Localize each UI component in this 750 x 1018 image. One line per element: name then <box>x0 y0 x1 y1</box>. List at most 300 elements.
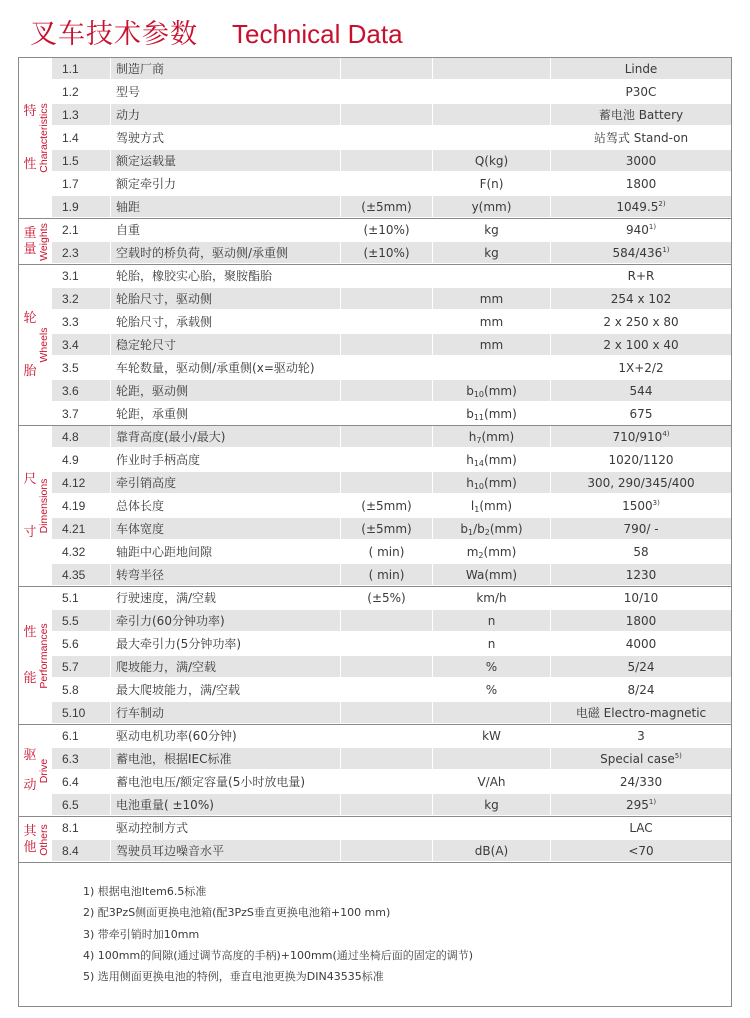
unit <box>432 127 550 149</box>
item-value <box>550 679 731 701</box>
item-value <box>550 380 731 402</box>
item-number: 1.4 <box>51 127 110 149</box>
item-number: 1.9 <box>51 196 110 218</box>
tolerance <box>340 380 432 402</box>
footnote-item: 3) 带牵引销时加10mm <box>83 927 200 941</box>
value-text: 电磁 Electro-magnetic <box>575 706 707 720</box>
section-divider <box>19 425 731 426</box>
tolerance <box>340 725 432 747</box>
tolerance: (±10%) <box>340 219 432 241</box>
item-description: 型号 <box>110 81 340 103</box>
tolerance <box>340 472 432 494</box>
unit <box>432 426 550 448</box>
section-label-cn: 其 <box>23 824 37 840</box>
value-text: <70 <box>628 844 654 858</box>
unit: % <box>432 656 550 678</box>
item-description: 轮胎尺寸，驱动侧 <box>110 288 340 310</box>
tolerance <box>340 288 432 310</box>
section-label-cn: 重 <box>23 226 37 242</box>
item-value <box>550 426 731 448</box>
unit-subscript: 11 <box>473 413 485 422</box>
tolerance <box>340 656 432 678</box>
item-number: 1.1 <box>51 58 110 80</box>
section-label-cn: 胎 <box>23 364 37 380</box>
item-description: 制造厂商 <box>110 58 340 80</box>
section-divider <box>19 724 731 725</box>
tolerance <box>340 311 432 333</box>
tolerance <box>340 173 432 195</box>
item-description: 牵引力(60分钟功率) <box>110 610 340 632</box>
tolerance: (±5mm) <box>340 196 432 218</box>
section-label-cn: 性 <box>23 625 37 640</box>
value-text: 2 x 250 x 80 <box>603 315 679 329</box>
item-number: 5.8 <box>51 679 110 701</box>
item-description: 牵引销高度 <box>110 472 340 494</box>
item-description: 总体长度 <box>110 495 340 517</box>
footnote-marker: 1) <box>662 246 670 254</box>
table-row <box>19 587 731 610</box>
item-description: 转弯半径 <box>110 564 340 586</box>
item-number: 2.3 <box>51 242 110 264</box>
title-chinese: 叉车技术参数 <box>30 19 198 50</box>
item-number: 1.5 <box>51 150 110 172</box>
section-others <box>19 817 51 863</box>
item-description: 行车制动 <box>110 702 340 724</box>
section-drive <box>19 725 51 817</box>
footnote-marker: 1) <box>648 798 657 806</box>
unit: n <box>432 633 550 655</box>
item-value <box>550 311 731 333</box>
section-divider <box>19 816 731 817</box>
value-text: 790/ - <box>623 522 659 536</box>
tolerance <box>340 334 432 356</box>
value-text: 1049.5 <box>616 200 659 214</box>
item-description: 稳定轮尺寸 <box>110 334 340 356</box>
unit-symbol: l <box>470 499 475 513</box>
value-text: P30C <box>625 85 657 99</box>
item-value <box>550 472 731 494</box>
item-description: 最大牵引力(5分钟功率) <box>110 633 340 655</box>
table-row <box>19 472 731 495</box>
unit <box>432 81 550 103</box>
table-row <box>19 219 731 242</box>
item-number: 2.1 <box>51 219 110 241</box>
item-value <box>550 541 731 563</box>
unit <box>432 748 550 770</box>
section-label-cn: 他 <box>23 839 37 855</box>
unit <box>432 817 550 839</box>
section-label-en <box>36 222 52 261</box>
section-divider <box>19 586 731 587</box>
item-description: 最大爬坡能力，满/空载 <box>110 679 340 701</box>
section-divider <box>19 264 731 265</box>
table-row <box>19 656 731 679</box>
table-row <box>19 58 731 81</box>
footnote-marker: 4) <box>662 430 670 438</box>
item-value <box>550 265 731 287</box>
tolerance: (±5mm) <box>340 495 432 517</box>
unit-subscript: 10 <box>473 482 485 491</box>
tolerance <box>340 702 432 724</box>
value-text: 1500 <box>622 499 653 513</box>
item-description: 额定牵引力 <box>110 173 340 195</box>
unit: dB(A) <box>432 840 550 862</box>
tolerance <box>340 81 432 103</box>
item-value <box>550 403 731 425</box>
footnote-item: 4) 100mm的间隙(通过调节高度的手柄)+100mm(通过坐椅后面的固定的调节) <box>83 948 474 962</box>
item-number: 3.7 <box>51 403 110 425</box>
tolerance <box>340 633 432 655</box>
tolerance <box>340 748 432 770</box>
table-row <box>19 173 731 196</box>
item-value <box>550 58 731 80</box>
section-label-cn: 轮 <box>23 310 37 326</box>
item-value <box>550 725 731 747</box>
item-number: 3.3 <box>51 311 110 333</box>
tolerance <box>340 426 432 448</box>
unit-subscript: 14 <box>473 459 485 468</box>
item-description: 轮距，驱动侧 <box>110 380 340 402</box>
section-label-cn: 性 <box>23 157 37 173</box>
item-number: 4.32 <box>51 541 110 563</box>
tolerance <box>340 817 432 839</box>
table-row <box>19 817 731 840</box>
unit: % <box>432 679 550 701</box>
value-text: 1800 <box>625 177 657 191</box>
unit-subscript: 2 <box>484 528 490 537</box>
unit <box>432 265 550 287</box>
item-description: 车体宽度 <box>110 518 340 540</box>
tolerance <box>340 840 432 862</box>
value-text: 3 <box>637 729 645 743</box>
unit-suffix: (mm) <box>484 476 517 490</box>
item-description: 电池重量( ±10%) <box>110 794 340 816</box>
value-text: 1800 <box>625 614 657 628</box>
unit <box>432 449 550 471</box>
item-number: 4.9 <box>51 449 110 471</box>
item-value <box>550 771 731 793</box>
item-number: 1.7 <box>51 173 110 195</box>
table-row <box>19 771 731 794</box>
item-value <box>550 748 731 770</box>
table-row <box>19 288 731 311</box>
item-number: 6.1 <box>51 725 110 747</box>
item-number: 8.4 <box>51 840 110 862</box>
unit-suffix: (mm) <box>481 430 515 444</box>
item-description: 作业时手柄高度 <box>110 449 340 471</box>
unit: mm <box>432 311 550 333</box>
item-description: 空载时的桥负荷，驱动侧/承重侧 <box>110 242 340 264</box>
unit <box>432 380 550 402</box>
table-row <box>19 564 731 587</box>
item-value <box>550 173 731 195</box>
section-label-en-text: Performances <box>38 622 50 689</box>
item-description: 动力 <box>110 104 340 126</box>
item-value <box>550 794 731 816</box>
unit-subscript: 1 <box>474 505 480 514</box>
unit: n <box>432 610 550 632</box>
item-value <box>550 702 731 724</box>
item-description: 额定运载量 <box>110 150 340 172</box>
unit-suffix: (mm) <box>484 453 517 467</box>
item-value <box>550 495 731 517</box>
section-label-en-text: Dimensions <box>38 478 50 534</box>
value-text: 站驾式 Stand-on <box>593 131 689 145</box>
footnote-item: 1) 根据电池Item6.5标准 <box>83 885 207 898</box>
item-number: 4.12 <box>51 472 110 494</box>
tolerance <box>340 679 432 701</box>
item-number: 8.1 <box>51 817 110 839</box>
item-number: 3.4 <box>51 334 110 356</box>
unit-suffix: (mm) <box>489 522 523 536</box>
section-label-cn: 尺 <box>23 471 37 487</box>
table-row <box>19 679 731 702</box>
tolerance: ( min) <box>340 564 432 586</box>
item-description: 轴距中心距地间隙 <box>110 541 340 563</box>
item-value <box>550 610 731 632</box>
unit: kg <box>432 219 550 241</box>
item-number: 5.1 <box>51 587 110 609</box>
section-dimensions <box>19 426 51 587</box>
value-text: 295 <box>625 798 649 812</box>
value-text: 710/910 <box>612 430 663 444</box>
table-row <box>19 426 731 449</box>
item-value <box>550 104 731 126</box>
item-description: 爬坡能力，满/空载 <box>110 656 340 678</box>
footnote-marker: 2) <box>658 200 666 208</box>
section-label-en <box>36 622 52 689</box>
value-text: 940 <box>625 223 649 237</box>
item-description: 轴距 <box>110 196 340 218</box>
tolerance <box>340 265 432 287</box>
item-description: 轮距，承重侧 <box>110 403 340 425</box>
item-description: 驾驶员耳边噪音水平 <box>110 840 340 862</box>
unit <box>432 58 550 80</box>
unit: mm <box>432 288 550 310</box>
item-value <box>550 150 731 172</box>
item-number: 5.10 <box>51 702 110 724</box>
unit-symbol: h <box>466 476 474 490</box>
table-row <box>19 449 731 472</box>
footnote-marker: 5) <box>674 752 682 760</box>
unit <box>432 702 550 724</box>
item-description: 轮胎尺寸，承载侧 <box>110 311 340 333</box>
value-text: 584/436 <box>612 246 663 260</box>
item-value <box>550 564 731 586</box>
section-label-en <box>36 823 52 856</box>
tolerance <box>340 794 432 816</box>
unit-symbol: b <box>460 522 468 536</box>
value-text: 2 x 100 x 40 <box>603 338 679 352</box>
section-label-cn: 量 <box>23 241 37 257</box>
unit-symbol: m <box>466 545 479 559</box>
table-row <box>19 196 731 219</box>
footnote-marker: 1) <box>648 223 657 231</box>
table-row <box>19 610 731 633</box>
item-value <box>550 633 731 655</box>
section-label-cn: 能 <box>23 671 37 686</box>
unit <box>432 472 550 494</box>
section-label-cn: 动 <box>23 778 37 794</box>
tolerance <box>340 104 432 126</box>
value-text: 24/330 <box>619 775 663 789</box>
table-row <box>19 840 731 863</box>
footnote-item: 2) 配3PzS侧面更换电池箱(配3PzS垂直更换电池箱+100 mm) <box>83 906 391 920</box>
unit-suffix: /b <box>473 522 485 536</box>
table-row <box>19 495 731 518</box>
value-text: 544 <box>629 384 653 398</box>
item-number: 3.2 <box>51 288 110 310</box>
item-number: 6.5 <box>51 794 110 816</box>
unit-subscript: 1 <box>468 528 474 537</box>
unit: kg <box>432 794 550 816</box>
value-text: 1X+2/2 <box>618 361 664 375</box>
tolerance <box>340 403 432 425</box>
value-text: R+R <box>627 269 655 283</box>
item-value <box>550 518 731 540</box>
item-number: 1.3 <box>51 104 110 126</box>
tolerance: (±5%) <box>340 587 432 609</box>
section-label-en <box>36 103 52 173</box>
table-row <box>19 702 731 725</box>
unit: kg <box>432 242 550 264</box>
item-value <box>550 817 731 839</box>
item-description: 蓄电池电压/额定容量(5小时放电量) <box>110 771 340 793</box>
item-value <box>550 127 731 149</box>
unit: Wa(mm) <box>432 564 550 586</box>
item-number: 6.4 <box>51 771 110 793</box>
item-description: 车轮数量，驱动侧/承重侧(x=驱动轮) <box>110 357 340 379</box>
unit-symbol: h <box>468 430 477 444</box>
section-label-en-text: Characteristics <box>38 103 50 173</box>
value-text: 10/10 <box>623 591 659 605</box>
unit: y(mm) <box>432 196 550 218</box>
unit-suffix: (mm) <box>479 499 513 513</box>
value-text: 蓄电池 Battery <box>598 108 684 122</box>
title-english: Technical Data <box>232 19 403 49</box>
item-value <box>550 288 731 310</box>
tolerance: (±10%) <box>340 242 432 264</box>
section-label-en <box>36 758 52 783</box>
value-text: 58 <box>633 545 649 559</box>
item-number: 4.35 <box>51 564 110 586</box>
table-row <box>19 633 731 656</box>
tolerance <box>340 449 432 471</box>
item-value <box>550 334 731 356</box>
unit-suffix: (mm) <box>483 545 517 559</box>
item-number: 4.8 <box>51 426 110 448</box>
item-value <box>550 81 731 103</box>
table-row <box>19 311 731 334</box>
value-text: 254 x 102 <box>610 292 672 306</box>
value-text: 8/24 <box>627 683 655 697</box>
technical-data-table <box>18 57 732 1007</box>
section-performances <box>19 587 51 725</box>
item-number: 5.5 <box>51 610 110 632</box>
item-value <box>550 587 731 609</box>
unit <box>432 541 550 563</box>
table-row <box>19 81 731 104</box>
section-label-en-text: Drive <box>38 758 50 783</box>
item-value <box>550 357 731 379</box>
tolerance <box>340 150 432 172</box>
unit-subscript: 10 <box>473 390 485 399</box>
section-label-en-text: Weights <box>38 222 50 261</box>
item-description: 行驶速度，满/空载 <box>110 587 340 609</box>
value-text: 1230 <box>625 568 657 582</box>
section-label-en <box>36 478 52 534</box>
value-text: LAC <box>629 821 653 835</box>
unit <box>432 403 550 425</box>
section-divider <box>19 218 731 219</box>
unit-subscript: 2 <box>478 551 484 560</box>
section-wheels <box>19 265 51 426</box>
item-number: 4.21 <box>51 518 110 540</box>
table-row <box>19 518 731 541</box>
item-value <box>550 449 731 471</box>
table-row <box>19 748 731 771</box>
table-row <box>19 265 731 288</box>
item-number: 1.2 <box>51 81 110 103</box>
value-text: 675 <box>629 407 653 421</box>
table-row <box>19 104 731 127</box>
table-row <box>19 403 731 426</box>
item-value <box>550 219 731 241</box>
item-value <box>550 242 731 264</box>
section-label-en-text: Wheels <box>38 327 50 363</box>
unit-suffix: (mm) <box>484 407 517 421</box>
value-text: Special case <box>600 752 675 766</box>
item-description: 驱动电机功率(60分钟) <box>110 725 340 747</box>
value-text: 4000 <box>625 637 657 651</box>
item-number: 4.19 <box>51 495 110 517</box>
item-value <box>550 840 731 862</box>
item-description: 自重 <box>110 219 340 241</box>
unit-symbol: b <box>466 407 474 421</box>
section-characteristics <box>19 58 51 219</box>
unit-suffix: (mm) <box>484 384 517 398</box>
section-divider <box>19 862 731 863</box>
value-text: Linde <box>624 62 658 76</box>
item-description: 轮胎，橡胶实心胎，聚胺酯胎 <box>110 265 340 287</box>
unit <box>432 104 550 126</box>
unit: V/Ah <box>432 771 550 793</box>
unit-subscript: 7 <box>476 436 482 445</box>
footnote-item: 5) 选用侧面更换电池的特例，垂直电池更换为DIN43535标准 <box>83 970 384 984</box>
item-description: 靠背高度(最小/最大) <box>110 426 340 448</box>
item-number: 3.1 <box>51 265 110 287</box>
value-text: 300, 290/345/400 <box>587 476 695 490</box>
table-row <box>19 725 731 748</box>
section-label-cn: 特 <box>23 103 37 119</box>
unit <box>432 495 550 517</box>
item-number: 5.7 <box>51 656 110 678</box>
unit: mm <box>432 334 550 356</box>
item-value <box>550 656 731 678</box>
unit: Q(kg) <box>432 150 550 172</box>
section-label-en-text: Others <box>38 823 50 856</box>
tolerance <box>340 771 432 793</box>
unit-symbol: h <box>466 453 474 467</box>
value-text: 1020/1120 <box>608 453 674 467</box>
unit <box>432 357 550 379</box>
table-row <box>19 127 731 150</box>
tolerance: (±5mm) <box>340 518 432 540</box>
unit: km/h <box>432 587 550 609</box>
section-label-cn: 驱 <box>23 747 37 763</box>
page-title <box>30 12 403 52</box>
unit-symbol: b <box>466 384 474 398</box>
